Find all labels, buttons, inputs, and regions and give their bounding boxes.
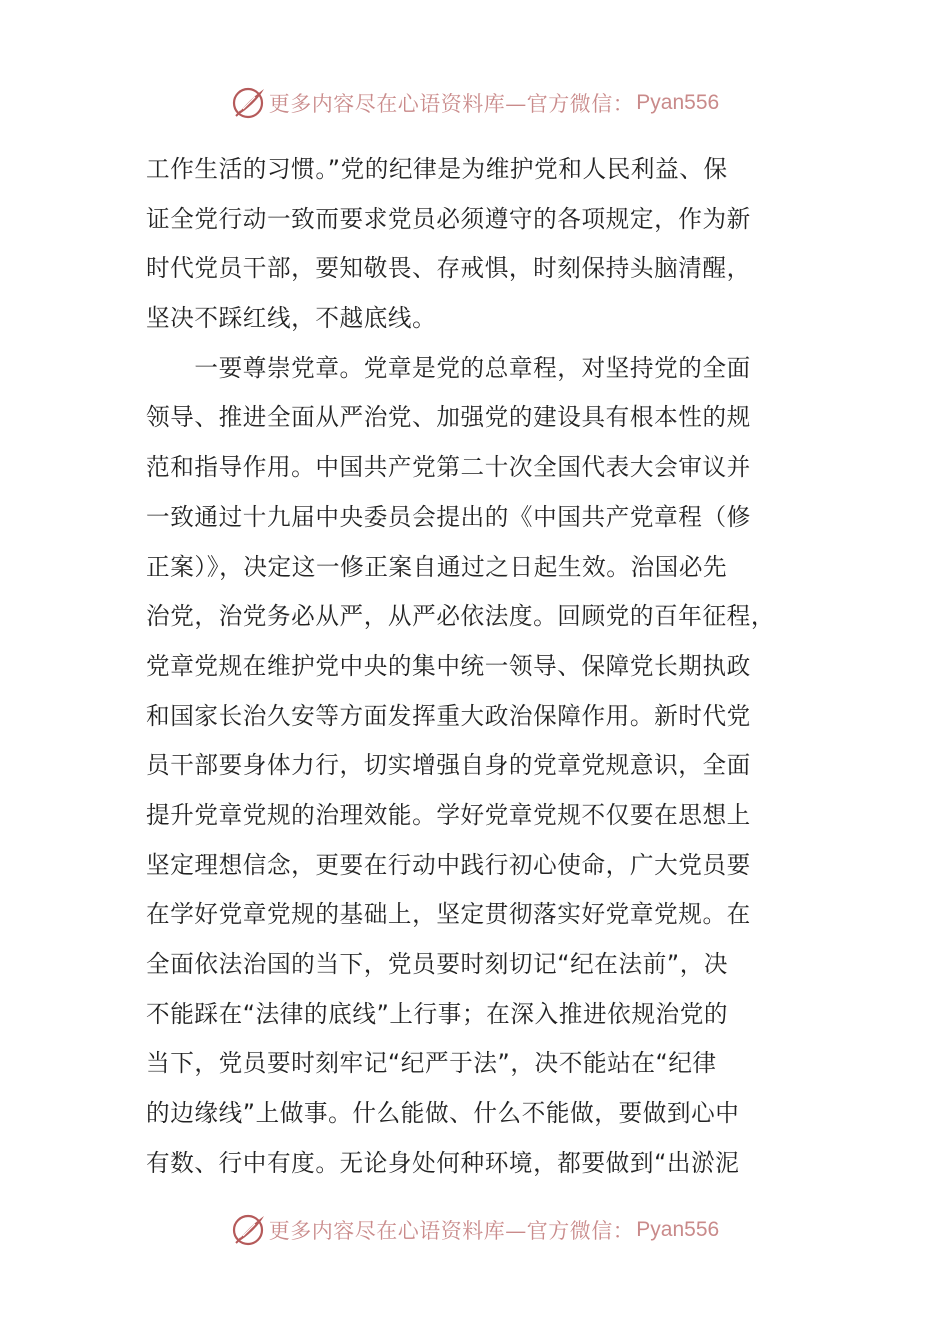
header-watermark-inner (231, 85, 719, 121)
text-line: 在学好党章党规的基础上，坚定贯彻落实好党章党规。在 (146, 900, 751, 929)
header-watermark (0, 85, 950, 121)
footer-watermark-inner (231, 1212, 719, 1248)
text-line: 有数、行中有度。无论身处何种环境，都要做到“出淤泥 (146, 1148, 740, 1177)
text-line: 领导、推进全面从严治党、加强党的建设具有根本性的规 (146, 403, 751, 432)
footer-watermark-handle: Pyan556 (636, 1218, 720, 1241)
text-line: 治党，治党务必从严，从严必依法度。回顾党的百年征程， (146, 602, 776, 631)
quill-logo-icon (231, 85, 267, 121)
header-watermark-text: 更多内容尽在心语资料库—官方微信： (268, 92, 635, 116)
text-line: 的边缘线”上做事。什么能做、什么不能做，要做到心中 (146, 1099, 740, 1128)
text-line: 不能踩在“法律的底线”上行事；在深入推进依规治党的 (146, 999, 729, 1028)
footer-watermark (0, 1212, 950, 1248)
text-line: 党章党规在维护党中央的集中统一领导、保障党长期执政 (146, 651, 751, 680)
text-line: 提升党章党规的治理效能。学好党章党规不仅要在思想上 (146, 800, 751, 829)
text-line: 坚决不踩红线，不越底线。 (146, 304, 437, 333)
text-line: 当下，党员要时刻牢记“纪严于法”，决不能站在“纪律 (146, 1049, 717, 1078)
text-line: 工作生活的习惯。”党的纪律是为维护党和人民利益、保 (146, 155, 728, 183)
text-line: 一致通过十九届中央委员会提出的《中国共产党章程（修 (146, 502, 751, 531)
text-line: 时代党员干部，要知敬畏、存戒惧，时刻保持头脑清醒， (146, 254, 751, 283)
text-line: 证全党行动一致而要求党员必须遵守的各项规定，作为新 (146, 204, 751, 233)
text-line: 员干部要身体力行，切实增强自身的党章党规意识，全面 (146, 751, 751, 780)
text-line: 正案）》，决定这一修正案自通过之日起生效。治国必先 (146, 552, 728, 581)
text-line: 坚定理想信念，更要在行动中践行初心使命，广大党员要 (146, 850, 751, 879)
text-line: 一要尊崇党章。党章是党的总章程，对坚持党的全面 (146, 353, 751, 382)
document-body (146, 145, 796, 1188)
text-line: 范和指导作用。中国共产党第二十次全国代表大会审议并 (146, 453, 751, 482)
text-line: 全面依法治国的当下，党员要时刻切记“纪在法前”，决 (146, 950, 729, 978)
footer-watermark-text: 更多内容尽在心语资料库—官方微信： (268, 1219, 635, 1243)
quill-logo-icon (231, 1212, 267, 1248)
header-watermark-handle: Pyan556 (636, 91, 720, 114)
text-line: 和国家长治久安等方面发挥重大政治保障作用。新时代党 (146, 701, 751, 730)
